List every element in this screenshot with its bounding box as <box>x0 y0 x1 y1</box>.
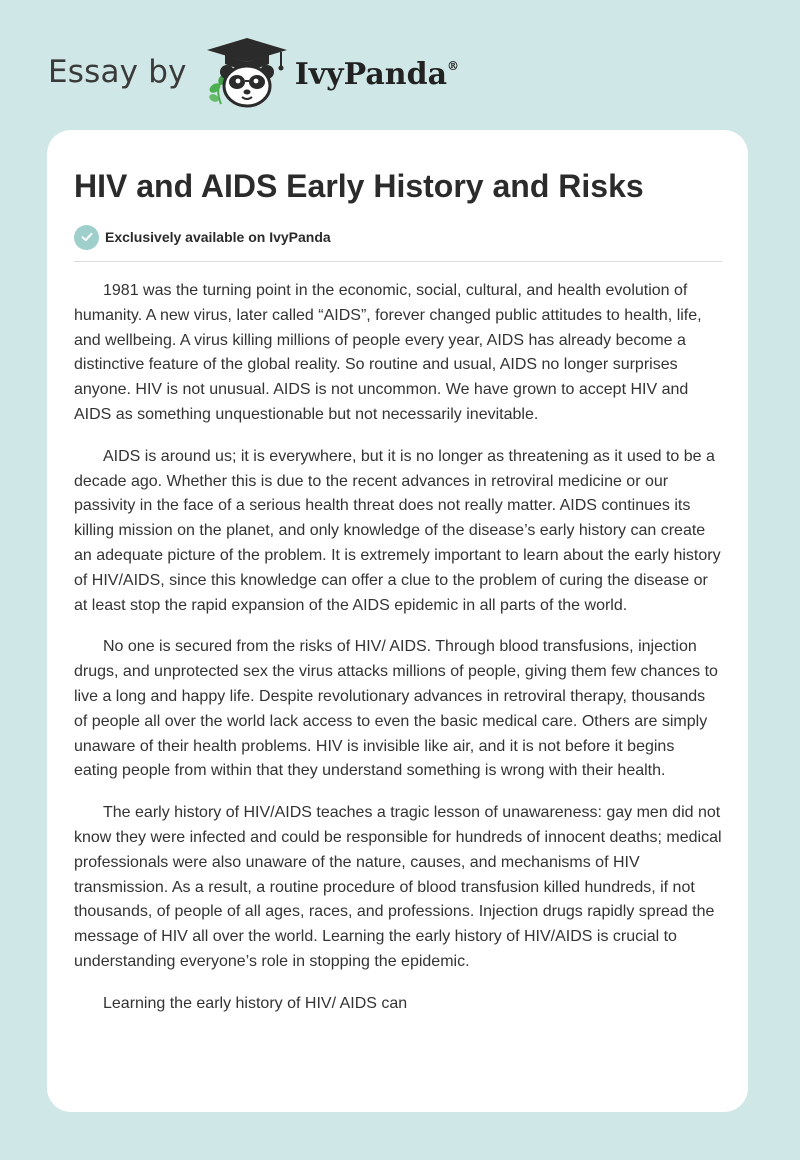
brand-prefix: Essay by <box>48 54 187 90</box>
check-circle-icon <box>74 225 99 250</box>
essay-paragraph-truncated: Learning the early history of HIV/ AIDS can <box>103 994 408 1012</box>
brand-name-text: IvyPanda <box>294 56 448 92</box>
title-divider <box>74 261 722 262</box>
essay-paragraph: No one is secured from the risks of HIV/ AIDS. Through blood transfusions, injection drugs, and unprotected sex the virus attacks millions of people, giving them few chances to live a long and happy life. Despite revolutionary advances in retroviral therapy, thousands of people all over the world lack access to even the basic medical care. Others are simply unaware of their health problems. HIV is invisible like air, and it is not before it begins eating people from within that they understand something is wrong with their health. <box>74 638 718 780</box>
essay-paragraph: AIDS is around us; it is everywhere, but it is no longer as threatening as it used to be a decade ago. Whether this is due to the recent advances in retroviral medicine or our passivity in the face of a serious health threat does not really matter. AIDS continues its killing mission on the planet, and only knowledge of the disease’s early history can create an adequate picture of the problem. It is extremely important to learn about the early history of HIV/AIDS, since this knowledge can offer a clue to the problem of curing the disease or at least stop the rapid expansion of the AIDS epidemic in all parts of the world. <box>74 447 721 614</box>
registered-mark: ® <box>447 58 460 73</box>
essay-body <box>74 279 722 1017</box>
essay-title: HIV and AIDS Early History and Risks <box>74 168 644 204</box>
panda-logo-icon[interactable] <box>201 34 293 110</box>
exclusive-badge <box>74 224 722 250</box>
essay-paragraph: The early history of HIV/AIDS teaches a tragic lesson of unawareness: gay men did not know they were infected and could be responsible for hundreds of innocent deaths; medical professionals were also unaware of the nature, causes, and mechanisms of HIV transmission. As a result, a routine procedure of blood transfusion killed hundreds, if not thousands, of people of all ages, races, and professions. Injection drugs rapidly spread the message of HIV all over the world. Learning the early history of HIV/AIDS is crucial to understanding everyone’s role in stopping the epidemic. <box>74 804 722 970</box>
essay-paragraph: 1981 was the turning point in the economic, social, cultural, and health evolution of humanity. A new virus, later called “AIDS”, forever changed public attitudes to health, life, and wellbeing. A virus killing millions of people every year, AIDS has already become a distinctive feature of the global reality. So routine and usual, AIDS no longer surprises anyone. HIV is not unusual. AIDS is not uncommon. We have grown to accept HIV and AIDS as something unquestionable but not necessarily inevitable. <box>74 282 702 423</box>
exclusive-badge-label: Exclusively available on IvyPanda <box>105 229 331 245</box>
essay-card <box>47 130 748 1112</box>
site-header <box>48 34 459 110</box>
brand-name[interactable] <box>295 57 459 92</box>
